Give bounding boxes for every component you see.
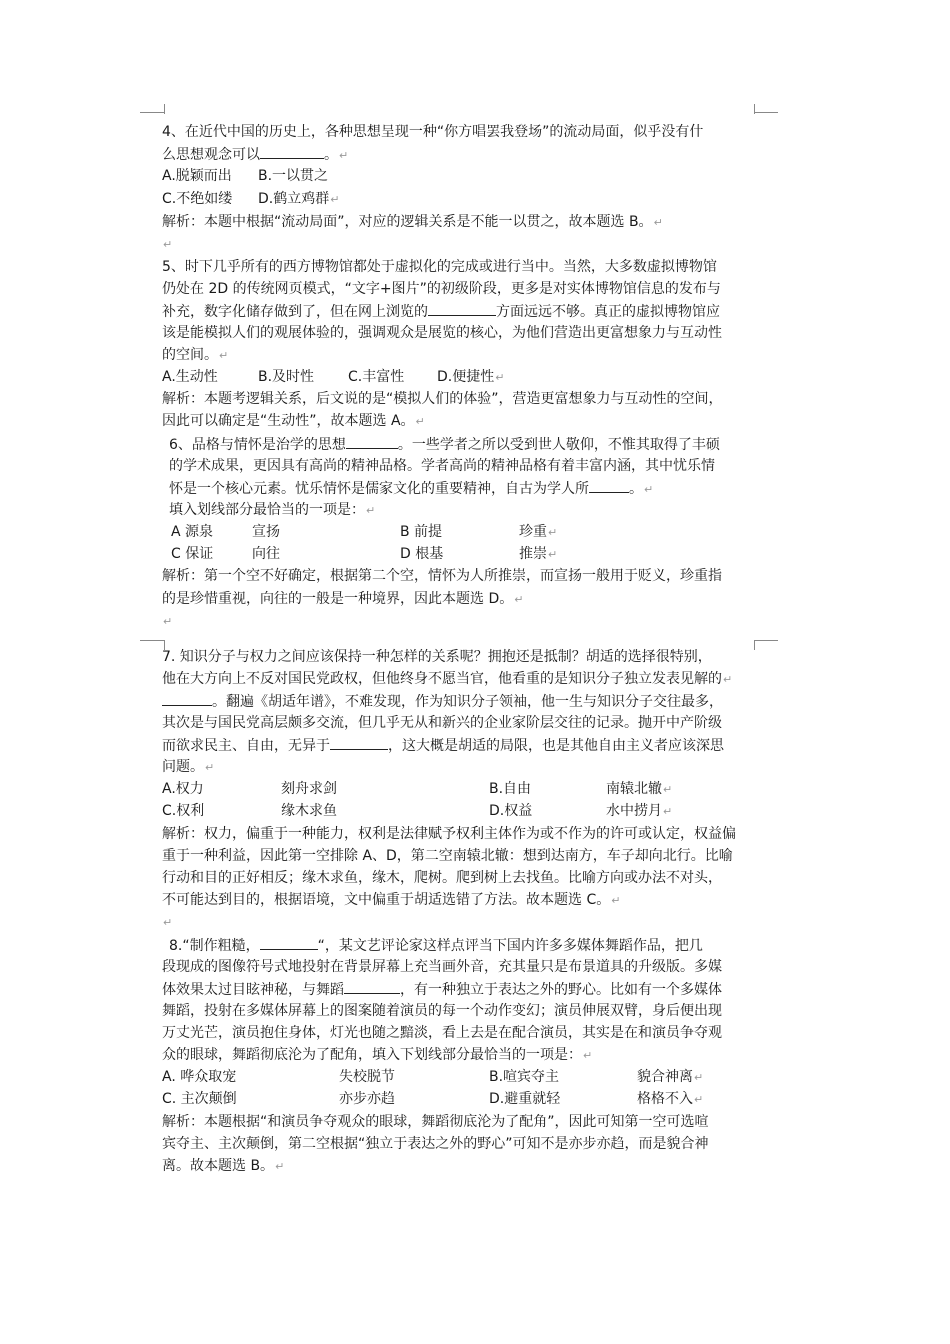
q6-stem-line: 的学术成果，更因具有高尚的精神品格。学者高尚的精神品格有着丰富内涵，其中忧乐情 — [169, 458, 715, 474]
q7-option-c-second: 缘木求鱼 — [281, 803, 337, 819]
q6-analysis: 解析：第一个空不好确定，根据第二个空，情怀为人所推崇，而宣扬一般用于贬义，珍重指 — [162, 568, 722, 584]
q7-analysis: 解析：权力，偏重于一种能力，权利是法律赋予权利主体作为或不作为的许可或认定，权益偏 — [162, 826, 736, 842]
answer-blank — [260, 935, 318, 950]
q7-analysis: 不可能达到目的，根据语境，文中偏重于胡适选错了方法。故本题选 C。↵ — [162, 892, 621, 908]
q8-analysis: 解析：本题根据“和演员争夺观众的眼球，舞蹈彻底沦为了配角”，因此可知第一空可选喧 — [162, 1114, 709, 1130]
q6-option-a: A 源泉 — [171, 524, 214, 540]
q7-option-a-second: 刻舟求剑 — [281, 781, 337, 797]
q5-option-a: A.生动性 — [162, 369, 218, 385]
page-corner-mark — [140, 112, 164, 113]
q7-option-d-second: 水中捞月↵ — [606, 803, 673, 819]
page-corner-mark — [140, 640, 164, 641]
q5-stem-line: 该是能模拟人们的观展体验的，强调观众是展览的核心，为他们营造出更富想象力与互动性 — [162, 325, 722, 341]
answer-blank — [330, 735, 388, 750]
q7-analysis: 行动和目的正好相反；缘木求鱼，缘木，爬树。爬到树上去找鱼。比喻方向或办法不对头， — [162, 870, 722, 886]
q6-option-d-second: 推崇↵ — [519, 546, 558, 562]
q5-stem-line: 的空间。↵ — [162, 347, 229, 363]
q8-option-c-second: 亦步亦趋 — [339, 1091, 395, 1107]
q4-analysis: 解析：本题中根据“流动局面”，对应的逻辑关系是不能一以贯之，故本题选 B。↵ — [162, 214, 663, 230]
q6-stem-line: 怀是一个核心元素。忧乐情怀是儒家文化的重要精神，自古为学人所 。↵ — [169, 478, 653, 500]
empty-paragraph: ↵ — [163, 615, 173, 628]
q8-stem-line: 万丈光芒，演员抱住身体，灯光也随之黯淡，看上去是在配合演员，其实是在和演员争夺观 — [162, 1025, 722, 1041]
page-corner-mark — [164, 104, 165, 114]
q8-analysis: 离。故本题选 B。↵ — [162, 1158, 285, 1174]
answer-blank — [589, 478, 629, 493]
q5-option-d: D.便捷性↵ — [437, 369, 505, 385]
q7-option-d: D.权益 — [489, 803, 533, 819]
q6-option-c-second: 向往 — [252, 546, 280, 562]
q8-option-a: A. 哗众取宠 — [162, 1069, 237, 1085]
q7-analysis: 重于一种利益，因此第一空排除 A、D，第二空南辕北辙：想到达南方，车子却向北行。比喻 — [162, 848, 733, 864]
q8-stem-line: 段现成的图像符号式地投射在背景屏幕上充当画外音，充其量只是布景道具的升级版。多媒 — [162, 959, 722, 975]
answer-blank — [162, 691, 212, 706]
q8-stem-line: 众的眼球，舞蹈彻底沦为了配角，填入下划线部分最恰当的一项是：↵ — [162, 1047, 593, 1063]
answer-blank — [260, 144, 324, 159]
q5-analysis: 解析：本题考逻辑关系，后文说的是“模拟人们的体验”，营造更富想象力与互动性的空间， — [162, 391, 723, 407]
q6-option-b-second: 珍重↵ — [519, 524, 558, 540]
q4-option-a: A.脱颖而出 — [162, 168, 232, 184]
q7-option-b: B.自由 — [489, 781, 532, 797]
q6-stem-line: 6、品格与情怀是治学的思想 。一些学者之所以受到世人敬仰，不惟其取得了丰硕 — [169, 434, 720, 455]
q8-stem-line: 8.“制作粗糙， “，某文艺评论家这样点评当下国内许多多媒体舞蹈作品，把几 — [169, 935, 703, 956]
q6-option-a-second: 宣扬 — [252, 524, 280, 540]
page-corner-mark — [754, 640, 755, 650]
empty-paragraph: ↵ — [163, 916, 173, 929]
empty-paragraph: ↵ — [163, 238, 173, 251]
q8-option-a-second: 失校脱节 — [339, 1069, 395, 1085]
q8-option-d-second: 格格不入↵ — [637, 1091, 704, 1107]
q8-option-b: B.喧宾夺主 — [489, 1069, 560, 1085]
q7-stem-line: 他在大方向上不反对国民党政权，但他终身不愿当官，他看重的是知识分子独立发表见解的↵ — [162, 671, 733, 687]
q7-option-b-second: 南辕北辙↵ — [606, 781, 673, 797]
q5-analysis: 因此可以确定是“生动性”，故本题选 A。↵ — [162, 413, 425, 429]
q4-stem-line: 4、在近代中国的历史上，各种思想呈现一种“你方唱罢我登场”的流动局面，似乎没有什 — [162, 124, 704, 140]
q5-stem-line: 仍处在 2D 的传统网页模式，“文字+图片”的初级阶段，更多是对实体博物馆信息的发布与 — [162, 281, 721, 297]
q7-stem-line: 而欲求民主、自由，无异于 ，这大概是胡适的局限，也是其他自由主义者应该深思 — [162, 735, 724, 756]
q8-option-c: C. 主次颠倒 — [162, 1091, 237, 1107]
q6-prompt: 填入划线部分最恰当的一项是：↵ — [169, 502, 376, 518]
answer-blank — [346, 434, 398, 449]
q7-stem-line: 7. 知识分子与权力之间应该保持一种怎样的关系呢？拥抱还是抵制？胡适的选择很特别， — [162, 649, 712, 665]
answer-blank — [428, 301, 496, 316]
q4-option-c: C.不绝如缕 — [162, 191, 233, 207]
q5-option-c: C.丰富性 — [348, 369, 405, 385]
page-corner-mark — [754, 104, 755, 114]
q5-option-b: B.及时性 — [258, 369, 315, 385]
q6-option-b: B 前提 — [400, 524, 443, 540]
q8-option-d: D.避重就轻 — [489, 1091, 561, 1107]
q7-stem-line: 问题。↵ — [162, 759, 215, 775]
q7-option-a: A.权力 — [162, 781, 204, 797]
q4-option-b: B.一以贯之 — [258, 168, 329, 184]
q7-option-c: C.权利 — [162, 803, 205, 819]
q6-option-c: C 保证 — [171, 546, 214, 562]
q4-option-d: D.鹤立鸡群↵ — [258, 191, 340, 207]
page-corner-mark — [754, 112, 778, 113]
q8-analysis: 宾夺主、主次颠倒，第二空根据“独立于表达之外的野心”可知不是亦步亦趋，而是貌合神 — [162, 1136, 709, 1152]
q6-analysis: 的是珍惜重视，向往的一般是一种境界，因此本题选 D。↵ — [162, 591, 524, 607]
page-corner-mark — [754, 640, 778, 641]
q5-stem-line: 补充，数字化储存做到了，但在网上浏览的 方面远远不够。真正的虚拟博物馆应 — [162, 301, 720, 322]
q5-stem-line: 5、时下几乎所有的西方博物馆都处于虚拟化的完成或进行当中。当然，大多数虚拟博物馆 — [162, 259, 717, 275]
q8-stem-line: 舞蹈，投射在多媒体屏幕上的图案随着演员的每一个动作变幻；演员伸展双臂，身后便出现 — [162, 1003, 722, 1019]
q6-option-d: D 根基 — [400, 546, 444, 562]
q8-option-b-second: 貌合神离↵ — [637, 1069, 704, 1085]
q7-stem-line: 。翻遍《胡适年谱》，不难发现，作为知识分子领袖，他一生与知识分子交往最多， — [162, 691, 723, 712]
q8-stem-line: 体效果太过目眩神秘，与舞蹈 ，有一种独立于表达之外的野心。比如有一个多媒体 — [162, 979, 722, 1000]
q4-stem-line: 么思想观念可以 。↵ — [162, 144, 348, 166]
q7-stem-line: 其次是与国民党高层颇多交流，但几乎无从和新兴的企业家阶层交往的记录。抛开中产阶级 — [162, 715, 722, 731]
answer-blank — [344, 979, 400, 994]
